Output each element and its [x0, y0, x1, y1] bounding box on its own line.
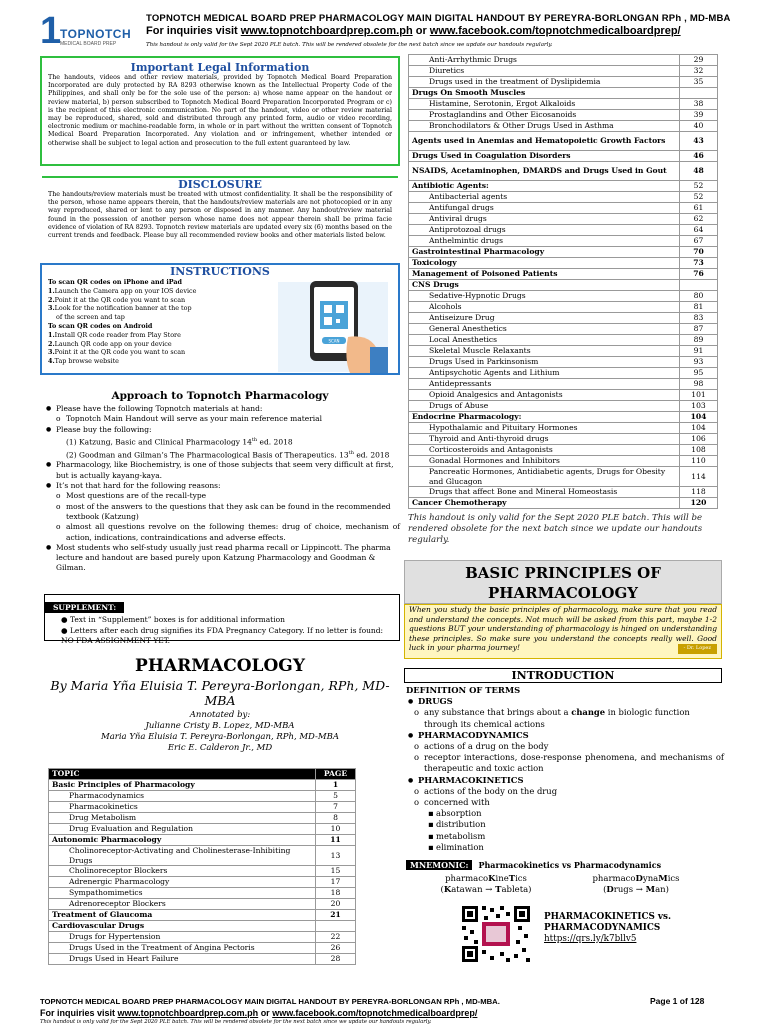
toc-page: 26 [316, 943, 356, 954]
toc-row [49, 802, 356, 813]
toc-row [409, 401, 718, 412]
toc-topic: Gonadal Hormones and Inhibitors [409, 456, 680, 467]
header-inquiries: For inquiries visit www.topnotchboardprep.com.ph or www.facebook.com/topnotchmedicalboardprep/ [146, 25, 681, 37]
toc-topic: Antidepressants [409, 379, 680, 390]
footer-site-link[interactable]: www.topnotchboardprep.com.ph [117, 1008, 259, 1018]
toc-page: 87 [680, 324, 718, 335]
instructions-box [40, 263, 400, 375]
approach-item: ● It’s not that hard for the following reasons: [44, 481, 400, 491]
toc-topic: Pharmacodynamics [49, 791, 316, 802]
toc-row [49, 780, 356, 791]
header-site-link[interactable]: www.topnotchboardprep.com.ph [240, 25, 413, 37]
toc-row [409, 498, 718, 509]
toc-header-page: PAGE [316, 769, 356, 780]
qr-code[interactable] [460, 904, 532, 964]
toc-header-row [49, 769, 356, 780]
toc-row [49, 921, 356, 932]
toc-page: 7 [316, 802, 356, 813]
toc-row [409, 335, 718, 346]
definitions-title: DEFINITION OF TERMS [406, 685, 521, 695]
header-title: TOPNOTCH MEDICAL BOARD PREP PHARMACOLOGY MAIN DIGITAL HANDOUT BY PEREYRA-BORLONGAN RPh , MD-MBA [146, 13, 731, 24]
toc-topic: Antiseizure Drug [409, 313, 680, 324]
toc-row [409, 66, 718, 77]
disclosure-title: DISCLOSURE [42, 176, 398, 191]
toc-topic: Prostaglandins and Other Eicosanoids [409, 110, 680, 121]
toc-topic: Diuretics [409, 66, 680, 77]
toc-row [409, 225, 718, 236]
term-drugs: ● DRUGS [406, 696, 724, 707]
toc-topic: Cancer Chemotherapy [409, 498, 680, 509]
toc-row [49, 835, 356, 846]
toc-page: 101 [680, 390, 718, 401]
toc-table-right [408, 54, 718, 509]
mnemonic-kinetics: pharmacoKineTics (Katawan → Tableta) [440, 874, 532, 895]
definition: o concerned with [406, 797, 724, 808]
toc-topic: Autonomic Pharmacology [49, 835, 316, 846]
toc-row [409, 456, 718, 467]
toc-topic: Adrenoreceptor Blockers [49, 899, 316, 910]
toc-topic: Drug Metabolism [49, 813, 316, 824]
toc-row [409, 99, 718, 110]
pk-process: ▪ metabolism [406, 831, 724, 842]
toc-row [49, 877, 356, 888]
toc-row [409, 132, 718, 151]
topnotch-logo [40, 10, 132, 52]
term-pharmacokinetics: ● PHARMACOKINETICS [406, 775, 724, 786]
toc-page: 91 [680, 346, 718, 357]
definition: o receptor interactions, dose-response phenomena, and mechanisms of therapeutic and toxic action [406, 752, 724, 774]
toc-page: 15 [316, 866, 356, 877]
header-facebook-link[interactable]: www.facebook.com/topnotchmedicalboardprep/ [429, 25, 681, 37]
definition: o actions of the body on the drug [406, 786, 724, 797]
toc-topic: Bronchodilators & Other Drugs Used in Asthma [409, 121, 680, 132]
toc-page: 89 [680, 335, 718, 346]
toc-page: 8 [316, 813, 356, 824]
iphone-step: 2.Point it at the QR code you want to scan [48, 295, 186, 304]
supplement-item: ● Text in “Supplement” boxes is for additional information [61, 615, 285, 624]
toc-topic: Alcohols [409, 302, 680, 313]
toc-topic: Drug Evaluation and Regulation [49, 824, 316, 835]
annotator-name: Maria Yña Eluisia T. Pereyra-Borlongan, RPh, MD-MBA [101, 732, 339, 742]
toc-page: 114 [680, 467, 718, 487]
android-title: To scan QR codes on Android [48, 321, 153, 330]
toc-topic: General Anesthetics [409, 324, 680, 335]
toc-row [409, 88, 718, 99]
mnemonic-label: MNEMONIC: [406, 860, 472, 870]
toc-topic: Pancreatic Hormones, Antidiabetic agents, Drugs for Obesity and Glucagon [409, 467, 680, 487]
toc-page: 76 [680, 269, 718, 280]
toc-topic: Cholinoreceptor Blockers [49, 866, 316, 877]
android-step: 1.Install QR code reader from Play Store [48, 330, 181, 339]
toc-row [49, 910, 356, 921]
toc-topic: Antibiotic Agents: [409, 181, 680, 192]
iphone-step: 1.Launch the Camera app on your IOS device [48, 286, 197, 295]
toc-row [49, 932, 356, 943]
phone-scan-button: SCAN [328, 338, 340, 344]
legal-text: The handouts, videos and other review materials, provided by Topnotch Medical Board Preparation Incorporated are duly protected by RA 8293 otherwise known as the Intellectual Property Code of the Philippines, and shall only be for the sole use of the person: a) whose name appear on the handout or review material, b) person subscribed to Topnotch Medical Board Preparation Incorporated Program or c) is the recipient of this electronic communication. No part of the handout, video or other review material may be reproduced, shared, sold and distributed through any printed form, audio or video recording, electronic medium or machine-readable form, in whole or in part without the written consent of Topnotch Medical Board Preparation Incorporated. Any violation and or infringement, whether intended or otherwise shall be subject to legal action and prosecution to the full extent guaranteed by law. [48, 74, 392, 147]
iphone-step: 3.Look for the notification banner at the top [48, 304, 192, 313]
toc-page: 108 [680, 445, 718, 456]
study-tip-box [404, 604, 722, 659]
toc-page: 17 [316, 877, 356, 888]
main-title: PHARMACOLOGY [135, 656, 305, 676]
toc-row [409, 236, 718, 247]
annotators [40, 710, 400, 754]
toc-topic: Histamine, Serotonin, Ergot Alkaloids [409, 99, 680, 110]
toc-topic: Opioid Analgesics and Antagonists [409, 390, 680, 401]
toc-page: 62 [680, 214, 718, 225]
toc-row [409, 379, 718, 390]
toc-page: 95 [680, 368, 718, 379]
toc-row [409, 247, 718, 258]
page-header [0, 0, 768, 52]
definition: o any substance that brings about a change in biologic function through its chemical actions [406, 707, 724, 729]
toc-page [680, 88, 718, 99]
toc-row [409, 302, 718, 313]
toc-row [409, 192, 718, 203]
approach-subitem: o Most questions are of the recall-type [44, 491, 400, 501]
toc-page: 81 [680, 302, 718, 313]
toc-page [316, 921, 356, 932]
supplement-label: SUPPLEMENT: [45, 602, 124, 613]
toc-row [409, 357, 718, 368]
toc-row [409, 280, 718, 291]
toc-row [409, 258, 718, 269]
toc-topic: Gastrointestinal Pharmacology [409, 247, 680, 258]
android-step: 2.Launch QR code app on your device [48, 339, 172, 348]
toc-row [409, 324, 718, 335]
toc-row [409, 467, 718, 487]
qr-link[interactable]: https://qrs.ly/k7bllv5 [544, 934, 637, 944]
toc-page: 73 [680, 258, 718, 269]
toc-row [409, 487, 718, 498]
toc-row [409, 434, 718, 445]
reference-book: (1) Katzung, Basic and Clinical Pharmacology 14th ed. 2018 [66, 436, 293, 447]
mnemonic-dynamics: pharmacoDynaMics (Drugs → Man) [592, 874, 680, 895]
mnemonic-title: Pharmacokinetics vs Pharmacodynamics [478, 860, 662, 870]
logo-subtitle: MEDICAL BOARD PREP [60, 41, 117, 47]
toc-row [409, 77, 718, 88]
toc-topic: Corticosteroids and Antagonists [409, 445, 680, 456]
toc-page: 18 [316, 888, 356, 899]
toc-topic: Local Anesthetics [409, 335, 680, 346]
legal-info-box [40, 56, 400, 166]
toc-topic: Management of Poisoned Patients [409, 269, 680, 280]
pk-process: ▪ absorption [406, 808, 724, 819]
approach-item: ● Most students who self-study usually just read pharma recall or Lippincott. The pharma lecture and handout are based purely upon Katzung Pharmacology and Goodman & Gilman. [44, 543, 400, 574]
footer-title: TOPNOTCH MEDICAL BOARD PREP PHARMACOLOGY MAIN DIGITAL HANDOUT BY PEREYRA-BORLONGAN RPh , MD-MBA. [40, 997, 500, 1006]
toc-page: 46 [680, 151, 718, 162]
toc-topic: Drugs used in the treatment of Dyslipidemia [409, 77, 680, 88]
toc-row [409, 269, 718, 280]
iphone-step: of the screen and tap [56, 313, 125, 322]
definition: o actions of a drug on the body [406, 741, 724, 752]
toc-topic: Anthelmintic drugs [409, 236, 680, 247]
toc-page: 64 [680, 225, 718, 236]
toc-row [409, 214, 718, 225]
toc-topic: Drugs of Abuse [409, 401, 680, 412]
introduction-title: INTRODUCTION [404, 668, 722, 683]
toc-topic: Treatment of Glaucoma [49, 910, 316, 921]
toc-row [409, 55, 718, 66]
toc-topic: Thyroid and Anti-thyroid drugs [409, 434, 680, 445]
toc-row [49, 813, 356, 824]
toc-topic: Drugs Used in the Treatment of Angina Pectoris [49, 943, 316, 954]
toc-row [49, 899, 356, 910]
validity-note: This handout is only valid for the Sept 2020 PLE batch. This will be rendered obsolete for the next batch since we update our handouts regularly. [408, 513, 703, 545]
annotator-name: Julianne Cristy B. Lopez, MD-MBA [145, 721, 295, 731]
approach-item: ● Please have the following Topnotch materials at hand: [44, 404, 400, 414]
toc-topic: Antifungal drugs [409, 203, 680, 214]
approach-title: Approach to Topnotch Pharmacology [111, 390, 329, 402]
toc-page: 110 [680, 456, 718, 467]
toc-row [409, 203, 718, 214]
android-step: 4.Tap browse website [48, 357, 119, 366]
toc-row [49, 824, 356, 835]
toc-topic: Pharmacokinetics [49, 802, 316, 813]
toc-page: 32 [680, 66, 718, 77]
toc-row [49, 943, 356, 954]
toc-row [409, 412, 718, 423]
toc-page: 48 [680, 162, 718, 181]
toc-page: 70 [680, 247, 718, 258]
toc-topic: Sympathomimetics [49, 888, 316, 899]
toc-page: 106 [680, 434, 718, 445]
toc-topic: Adrenergic Pharmacology [49, 877, 316, 888]
toc-page: 22 [316, 932, 356, 943]
toc-row [409, 151, 718, 162]
approach-subitem: o Topnotch Main Handout will serve as your main reference material [44, 414, 400, 424]
toc-topic: Cholinoreceptor-Activating and Cholinesterase-Inhibiting Drugs [49, 846, 316, 866]
study-tip-text: When you study the basic principles of pharmacology, make sure that you read and understand the concepts. Not much will be asked from this part, maybe 1-2 questions BUT your understanding of pharmacology is hinged on understanding these principles. So make sure you understand the concepts really well. Good luck in your pharma journey! [409, 605, 717, 652]
author-line: By Maria Yña Eluisia T. Pereyra-Borlongan, RPh, MD-MBA [50, 678, 390, 708]
toc-row [409, 445, 718, 456]
footer-inquiries: For inquiries visit www.topnotchboardprep.com.ph or www.facebook.com/topnotchmedicalboardprep/ [40, 1008, 478, 1018]
toc-row [49, 791, 356, 802]
toc-table-left [48, 768, 356, 965]
android-step: 3.Point it at the QR code you want to scan [48, 348, 186, 357]
toc-topic: Antiviral drugs [409, 214, 680, 225]
mnemonic-bar [406, 860, 722, 870]
toc-topic: Drugs On Smooth Muscles [409, 88, 680, 99]
toc-header-topic: TOPIC [49, 769, 316, 780]
toc-row [49, 954, 356, 965]
qr-title-2: PHARMACODYNAMICS [544, 923, 661, 933]
toc-topic: Hypothalamic and Pituitary Hormones [409, 423, 680, 434]
toc-topic: Antiprotozoal drugs [409, 225, 680, 236]
toc-topic: CNS Drugs [409, 280, 680, 291]
logo-name: TOPNOTCH [60, 27, 132, 41]
supplement-box [44, 594, 400, 645]
toc-page [680, 280, 718, 291]
toc-topic: Cardiovascular Drugs [49, 921, 316, 932]
toc-page: 104 [680, 412, 718, 423]
toc-topic: Agents used in Anemias and Hematopoietic Growth Factors [409, 132, 680, 151]
study-tip-signature: - Dr. Lopez [678, 644, 717, 654]
toc-page: 13 [316, 846, 356, 866]
toc-topic: Antibacterial agents [409, 192, 680, 203]
toc-topic: Drugs Used in Coagulation Disorders [409, 151, 680, 162]
annotated-by-label: Annotated by: [189, 710, 251, 720]
approach-item: ● Pharmacology, like Biochemistry, is one of those subjects that seem very difficult at first, but is actually kayang-kaya. [44, 460, 400, 481]
approach-list [44, 404, 400, 574]
toc-row [409, 162, 718, 181]
toc-row [409, 181, 718, 192]
toc-page: 1 [316, 780, 356, 791]
toc-page: 67 [680, 236, 718, 247]
toc-page: 61 [680, 203, 718, 214]
qr-title-1: PHARMACOKINETICS vs. [544, 912, 672, 922]
toc-topic: Anti-Arrhythmic Drugs [409, 55, 680, 66]
toc-page: 40 [680, 121, 718, 132]
pk-process: ▪ distribution [406, 819, 724, 830]
toc-row [49, 866, 356, 877]
toc-row [409, 346, 718, 357]
toc-row [409, 368, 718, 379]
toc-row [49, 888, 356, 899]
toc-page: 43 [680, 132, 718, 151]
pk-process: ▪ elimination [406, 842, 724, 853]
qr-caption [544, 912, 724, 945]
toc-topic: NSAIDS, Acetaminophen, DMARDS and Drugs Used in Gout [409, 162, 680, 181]
toc-page: 21 [316, 910, 356, 921]
toc-row [409, 291, 718, 302]
toc-page: 104 [680, 423, 718, 434]
toc-page: 11 [316, 835, 356, 846]
toc-topic: Toxicology [409, 258, 680, 269]
logo-number: 1 [40, 10, 62, 52]
toc-page: 20 [316, 899, 356, 910]
toc-topic: Drugs for Hypertension [49, 932, 316, 943]
toc-row [409, 390, 718, 401]
toc-row [409, 110, 718, 121]
term-pharmacodynamics: ● PHARMACODYNAMICS [406, 730, 724, 741]
iphone-title: To scan QR codes on iPhone and iPad [48, 278, 182, 286]
toc-topic: Drugs Used in Parkinsonism [409, 357, 680, 368]
toc-page: 98 [680, 379, 718, 390]
toc-topic: Sedative-Hypnotic Drugs [409, 291, 680, 302]
footer-facebook-link[interactable]: www.facebook.com/topnotchmedicalboardprep/ [272, 1008, 478, 1018]
toc-page: 83 [680, 313, 718, 324]
toc-page: 29 [680, 55, 718, 66]
toc-topic: Basic Principles of Pharmacology [49, 780, 316, 791]
toc-topic: Skeletal Muscle Relaxants [409, 346, 680, 357]
toc-topic: Drugs Used in Heart Failure [49, 954, 316, 965]
toc-row [409, 423, 718, 434]
toc-page: 5 [316, 791, 356, 802]
toc-page: 103 [680, 401, 718, 412]
toc-page: 28 [316, 954, 356, 965]
toc-page: 38 [680, 99, 718, 110]
toc-topic: Drugs that affect Bone and Mineral Homeostasis [409, 487, 680, 498]
toc-page: 120 [680, 498, 718, 509]
annotator-name: Eric E. Calderon Jr., MD [167, 743, 273, 753]
toc-page: 118 [680, 487, 718, 498]
toc-page: 39 [680, 110, 718, 121]
disclosure-text: The handouts/review materials must be treated with utmost confidentiality. It shall be the responsibility of the person, whose name appears therein, that the handouts/review materials are not photocopied or in any way reproduced, shared or lent to any person or disposed in any manner. Any handout/review material found in the possession of another person whose name does not appear therein shall be prima facie evidence of violation of RA 8293. Topnotch review materials are updated every six (6) months based on the current trends and feedback. Please buy all recommended review books and other materials listed below. [48, 191, 392, 240]
section-title: BASIC PRINCIPLES OF PHARMACOLOGY [404, 560, 722, 604]
definitions [406, 685, 724, 853]
approach-subitem: o almost all questions revolve on the following themes: drug of choice, mechanism of action, indications, contraindications and adverse effects. [44, 522, 400, 543]
mnemonic-body [406, 874, 722, 900]
reference-book: (2) Goodman and Gilman’s The Pharmacological Basis of Therapeutics. 13th ed. 2018 [66, 449, 390, 460]
approach-subitem: o most of the answers to the questions that they ask can be found in the recommended textbook (Katzung) [44, 502, 400, 523]
toc-row [49, 846, 356, 866]
toc-topic: Antipsychotic Agents and Lithium [409, 368, 680, 379]
supplement-item: ● Letters after each drug signifies its FDA Pregnancy Category. If no letter is found: NO FDA ASSIGNMENT YET. [61, 626, 384, 645]
header-validity: This handout is only valid for the Sept 2020 PLE batch. This will be rendered obsolete for the next batch since we update our handouts regularly. [146, 42, 553, 48]
disclosure-box [40, 174, 400, 260]
toc-topic: Endocrine Pharmacology: [409, 412, 680, 423]
toc-page: 10 [316, 824, 356, 835]
toc-row [409, 121, 718, 132]
toc-page: 52 [680, 192, 718, 203]
toc-page: 52 [680, 181, 718, 192]
phone-scan-illustration [278, 277, 388, 373]
toc-page: 35 [680, 77, 718, 88]
legal-title: Important Legal Information [130, 61, 310, 74]
page-number: Page 1 of 128 [650, 996, 705, 1006]
toc-row [409, 313, 718, 324]
approach-item: ● Please buy the following: [44, 425, 400, 435]
toc-page: 80 [680, 291, 718, 302]
footer-validity: This handout is only valid for the Sept 2020 PLE batch. This will be rendered obsolete for the next batch since we update our handouts regularly. [40, 1019, 432, 1025]
instructions-title: INSTRUCTIONS [170, 265, 270, 278]
toc-page: 93 [680, 357, 718, 368]
